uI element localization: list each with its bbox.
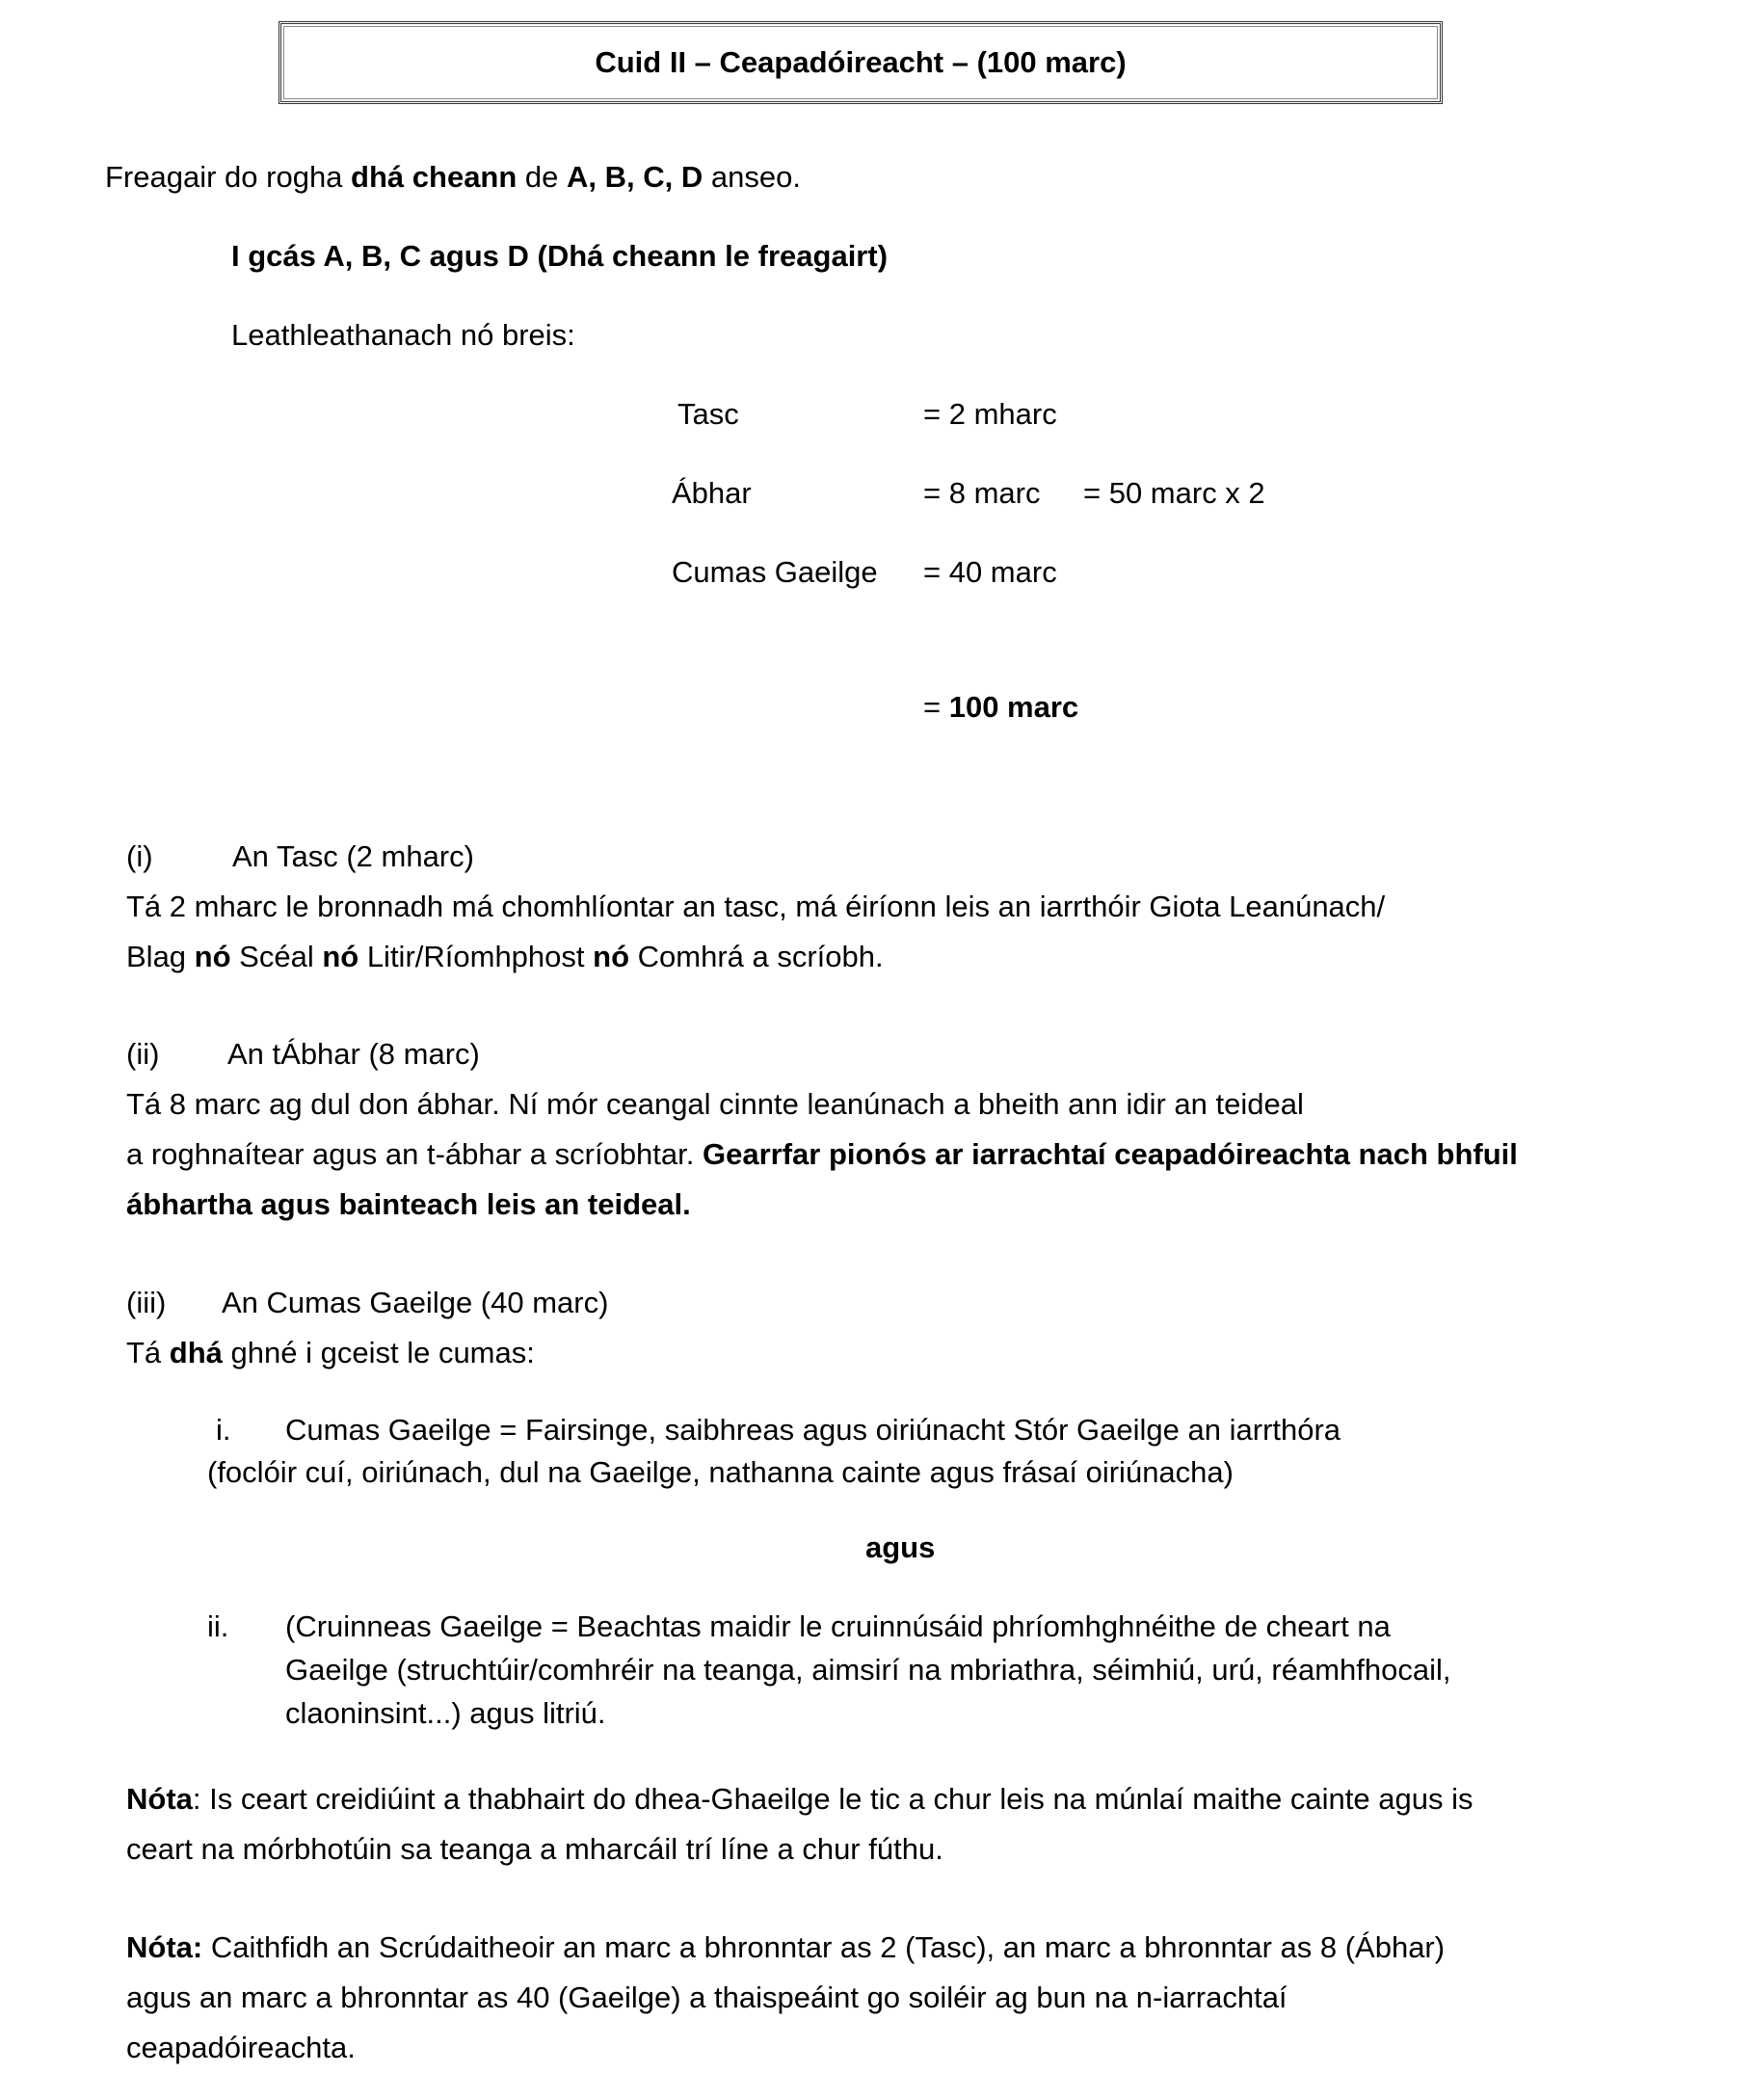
intro-text: de <box>517 160 568 194</box>
section-heading: An Cumas Gaeilge (40 marc) <box>222 1286 609 1319</box>
bold-text: nó <box>322 940 359 973</box>
paragraph-line: Tá 8 marc ag dul don ábhar. Ní mór ceangal cinnte leanúnach a bheith ann idir an teideal <box>126 1087 1304 1121</box>
list-number: i. <box>216 1413 231 1447</box>
list-number: ii. <box>207 1609 229 1643</box>
marks-value-abhar: = 8 marc <box>923 476 1041 510</box>
list-item-line: (foclóir cuí, oiriúnach, dul na Gaeilge, nathanna cainte agus frásaí oiriúnacha) <box>207 1455 1234 1489</box>
intro-text: Freagair do rogha <box>105 160 352 194</box>
text: Scéal <box>230 940 323 973</box>
list-item-line: Cumas Gaeilge = Fairsinge, saibhreas agus oiriúnacht Stór Gaeilge an iarrthóra <box>285 1413 1341 1447</box>
section-heading: An tÁbhar (8 marc) <box>227 1037 480 1071</box>
text: Comhrá a scríobh. <box>629 940 884 973</box>
bold-text: dhá <box>169 1336 223 1369</box>
intro-text: anseo. <box>703 160 801 194</box>
marks-total-prefix: = <box>923 690 949 724</box>
marks-total <box>923 690 1078 725</box>
text: Litir/Ríomhphost <box>358 940 594 973</box>
bold-text: nó <box>194 940 231 973</box>
marks-value-cumas: = 40 marc <box>923 555 1057 589</box>
section-number: (iii) <box>126 1286 167 1319</box>
paragraph-line: ábhartha agus bainteach leis an teideal. <box>126 1187 691 1221</box>
marks-value-tasc: = 2 mharc <box>923 397 1057 431</box>
section-number: (i) <box>126 839 153 873</box>
paragraph-line <box>126 940 884 974</box>
list-item-line: Gaeilge (struchtúir/comhréir na teanga, aimsirí na mbriathra, séimhiú, urú, réamhfhocail, <box>285 1653 1451 1687</box>
text: Is ceart creidiúint a thabhairt do dhea-Ghaeilge le tic a chur leis na múnlaí maithe cainte agus is <box>200 1782 1473 1816</box>
section-title-box <box>279 21 1443 104</box>
paragraph-line: Tá 2 mharc le bronnadh má chomhlíontar an tasc, má éiríonn leis an iarrthóir Giota Leanúnach/ <box>126 890 1386 923</box>
marks-total-value: 100 marc <box>948 690 1079 724</box>
section-heading: An Tasc (2 mharc) <box>232 839 474 873</box>
text: a roghnaítear agus an t-ábhar a scríobhtar. <box>126 1137 703 1171</box>
bold-text: Gearrfar pionós ar iarrachtaí ceapadóireachta nach bhfuil <box>703 1137 1518 1171</box>
paragraph-line <box>126 1336 535 1370</box>
marks-label-cumas: Cumas Gaeilge <box>672 555 878 589</box>
paragraph-line <box>126 1137 1518 1172</box>
length-label: Leathleathanach nó breis: <box>231 318 575 352</box>
list-item-line: (Cruinneas Gaeilge = Beachtas maidir le cruinnúsáid phríomhghnéithe de cheart na <box>285 1609 1391 1643</box>
connector-word: agus <box>865 1530 936 1564</box>
section-number: (ii) <box>126 1037 160 1071</box>
section-title: Cuid II – Ceapadóireacht – (100 marc) <box>595 45 1127 79</box>
marks-per-essay: = 50 marc x 2 <box>1083 476 1265 510</box>
bold-text: nó <box>593 940 630 973</box>
paragraph-line <box>126 1930 1445 1965</box>
marks-label-abhar: Ábhar <box>672 476 752 510</box>
subheading: I gcás A, B, C agus D (Dhá cheann le freagairt) <box>231 239 889 273</box>
intro-bold-options: A, B, C, D <box>567 160 703 194</box>
note-label: Nóta: <box>126 1930 203 1964</box>
paragraph-line: agus an marc a bhronntar as 40 (Gaeilge) a thaispeáint go soiléir ag bun na n-iarrachtaí <box>126 1980 1287 2014</box>
text: ghné i gceist le cumas: <box>222 1336 535 1369</box>
text: Blag <box>126 940 195 973</box>
note-label: Nóta <box>126 1782 193 1816</box>
text: : <box>192 1782 201 1816</box>
list-item-line: claoninsint...) agus litriú. <box>285 1696 606 1730</box>
marks-label-tasc: Tasc <box>677 397 739 431</box>
text: Caithfidh an Scrúdaitheoir an marc a bhronntar as 2 (Tasc), an marc a bhronntar as 8 (Ábhar) <box>202 1930 1446 1964</box>
paragraph-line: ceapadóireachta. <box>126 2031 356 2064</box>
intro-bold-count: dhá cheann <box>351 160 518 194</box>
paragraph-line <box>126 1782 1473 1817</box>
text: Tá <box>126 1336 170 1369</box>
intro-instruction <box>105 160 801 195</box>
paragraph-line: ceart na mórbhotúin sa teanga a mharcáil trí líne a chur fúthu. <box>126 1832 943 1866</box>
